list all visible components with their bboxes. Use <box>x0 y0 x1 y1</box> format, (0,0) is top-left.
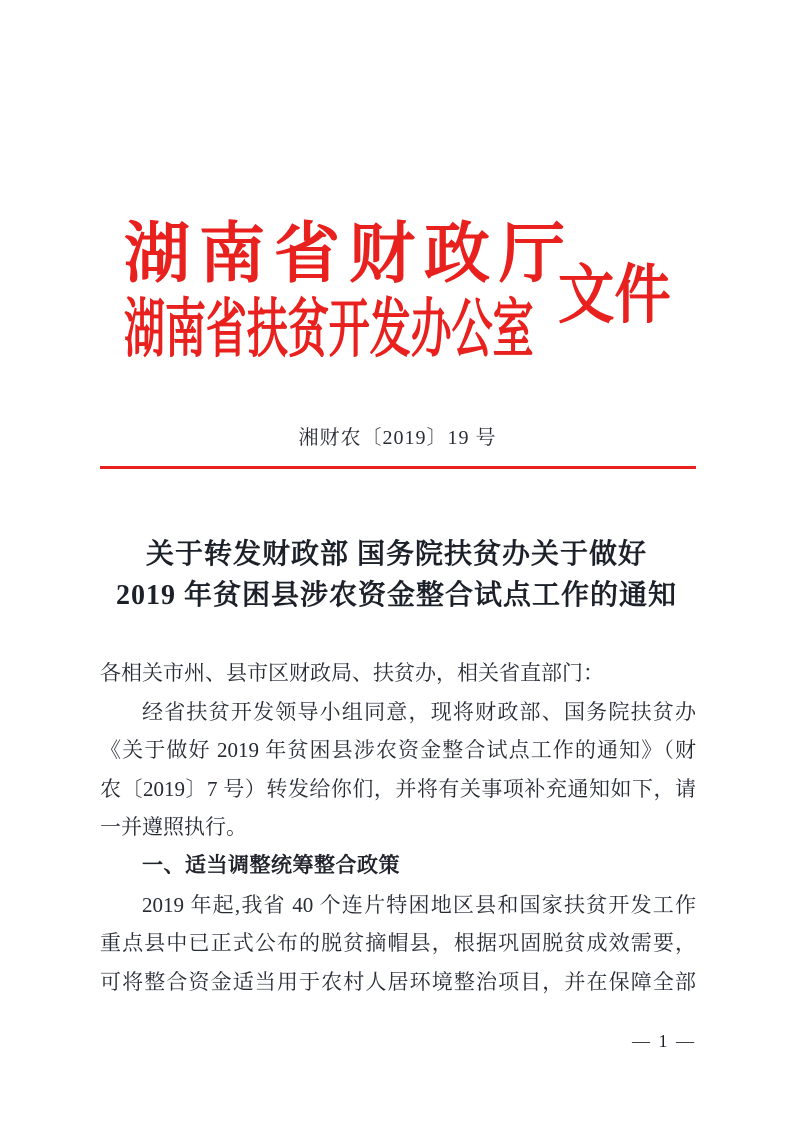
body-line: 经省扶贫开发领导小组同意，现将财政部、国务院扶贫办 <box>142 699 696 724</box>
body-line: 2019 年起,我省 40 个连片特困地区县和国家扶贫开发工作 <box>142 892 696 917</box>
body-line: 一并遵照执行。 <box>100 815 247 840</box>
letterhead-doc-type-label: 文件 <box>558 260 671 331</box>
doc-number: 湘财农〔2019〕19 号 <box>298 427 497 449</box>
body-salutation-line: 各相关市州、县市区财政局、扶贫办，相关省直部门： <box>100 661 604 685</box>
body-line: 农〔2019〕7 号）转发给你们，并将有关事项补充通知如下，请 <box>100 776 696 801</box>
title-line-1: 关于转发财政部 国务院扶贫办关于做好 <box>145 539 647 570</box>
body-line: 重点县中已正式公布的脱贫摘帽县，根据巩固脱贫成效需要， <box>100 931 696 956</box>
red-separator-line <box>100 466 696 469</box>
body-line: 《关于做好 2019 年贫困县涉农资金整合试点工作的通知》（财 <box>100 738 696 763</box>
document-body <box>100 654 696 1001</box>
letterhead-org-line-2: 湖南省扶贫开发办公室 <box>124 294 534 365</box>
page-number: — 1 — <box>632 1031 696 1051</box>
section-heading: 一、适当调整统筹整合政策 <box>142 853 400 877</box>
letterhead-org-line-1: 湖南省财政厅 <box>124 218 574 291</box>
body-line: 可将整合资金适当用于农村人居环境整治项目，并在保障全部 <box>100 969 696 994</box>
document-title <box>60 534 733 616</box>
title-line-2: 2019 年贫困县涉农资金整合试点工作的通知 <box>115 580 677 611</box>
